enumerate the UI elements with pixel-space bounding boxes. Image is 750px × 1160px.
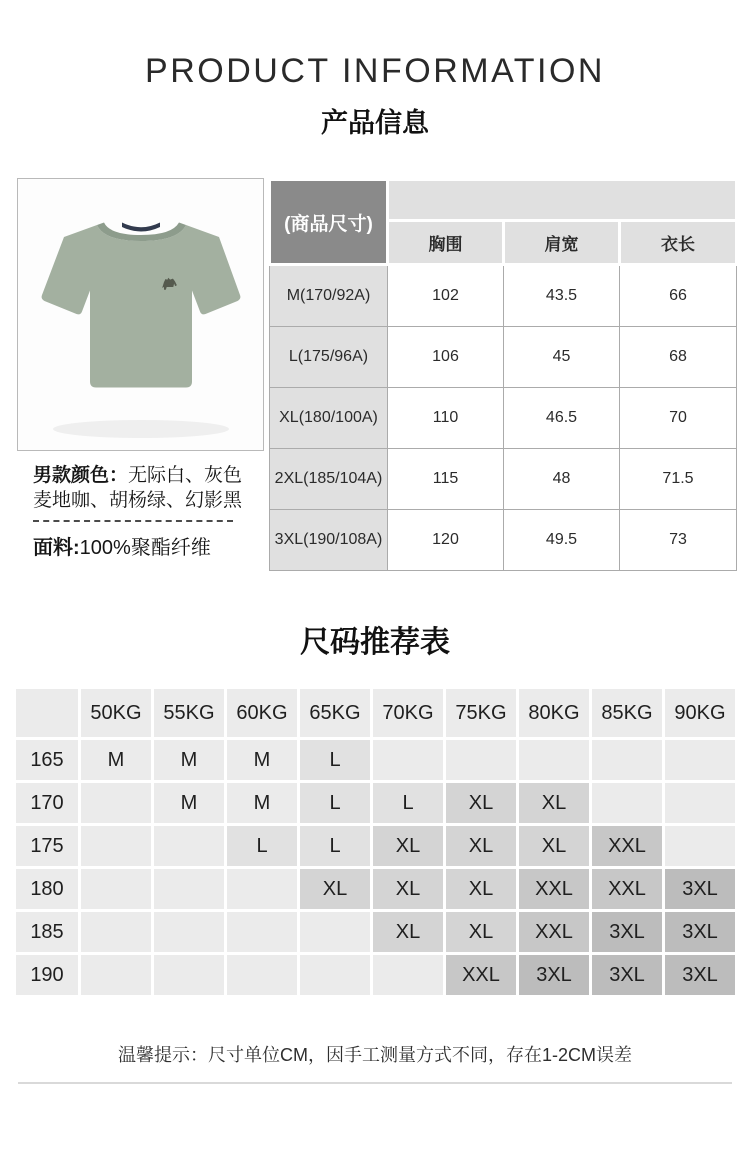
size-recommendation-cell: XXL — [519, 912, 589, 952]
weight-header-cell: 50KG — [81, 689, 151, 737]
measure-value-cell: 110 — [388, 388, 504, 449]
measure-value-cell: 102 — [388, 265, 504, 327]
empty-cell — [154, 869, 224, 909]
color-info-line1: 无际白、灰色 — [128, 465, 243, 486]
size-recommendation-cell: L — [300, 826, 370, 866]
size-label-cell: 2XL(185/104A) — [270, 449, 388, 510]
measure-header-cell: 胸围 — [388, 221, 504, 265]
empty-cell — [592, 783, 662, 823]
size-label-cell: M(170/92A) — [270, 265, 388, 327]
size-recommendation-cell: XL — [519, 826, 589, 866]
empty-cell — [227, 869, 297, 909]
height-label-cell: 175 — [16, 826, 78, 866]
fabric-info — [33, 531, 266, 560]
tshirt-body — [42, 225, 241, 388]
size-recommendation-cell: L — [373, 783, 443, 823]
empty-cell — [154, 955, 224, 995]
size-recommendation-cell: 3XL — [665, 912, 735, 952]
measure-header-cell: 衣长 — [620, 221, 737, 265]
size-table-row — [270, 449, 737, 510]
measure-value-cell: 45 — [504, 327, 620, 388]
size-recommendation-cell: M — [81, 740, 151, 780]
empty-cell — [154, 912, 224, 952]
fabric-text: 100%聚酯纤维 — [79, 537, 211, 559]
size-recommendation-cell: 3XL — [519, 955, 589, 995]
weight-header-cell: 65KG — [300, 689, 370, 737]
footer-note: 温馨提示：尺寸单位CM，因手工测量方式不同，存在1-2CM误差 — [118, 1045, 632, 1065]
empty-cell — [154, 826, 224, 866]
measure-value-cell: 106 — [388, 327, 504, 388]
color-info-line2: 麦地咖、胡杨绿、幻影黑 — [33, 490, 243, 511]
empty-cell — [665, 826, 735, 866]
size-recommendation-cell: XXL — [446, 955, 516, 995]
empty-cell — [665, 740, 735, 780]
size-recommendation-cell: XL — [446, 783, 516, 823]
size-recommendation-cell: XL — [373, 912, 443, 952]
measure-value-cell: 120 — [388, 510, 504, 571]
empty-cell — [592, 740, 662, 780]
size-recommendation-cell: L — [300, 783, 370, 823]
size-table-row — [270, 327, 737, 388]
size-recommendation-cell: XL — [373, 869, 443, 909]
tshirt-image — [18, 179, 263, 450]
size-recommendation-cell: 3XL — [592, 955, 662, 995]
measure-value-cell: 70 — [620, 388, 737, 449]
size-recommendation-cell: XL — [519, 783, 589, 823]
empty-cell — [300, 912, 370, 952]
size-recommendation-cell: XXL — [592, 826, 662, 866]
measure-value-cell: 49.5 — [504, 510, 620, 571]
bottom-divider — [18, 1082, 732, 1084]
height-label-cell: 185 — [16, 912, 78, 952]
height-label-cell: 190 — [16, 955, 78, 995]
size-table-row — [270, 510, 737, 571]
size-recommendation-cell: 3XL — [665, 955, 735, 995]
measure-value-cell: 68 — [620, 327, 737, 388]
measure-value-cell: 48 — [504, 449, 620, 510]
weight-header-cell: 55KG — [154, 689, 224, 737]
color-info — [33, 463, 243, 513]
weight-header-cell: 90KG — [665, 689, 735, 737]
empty-cell — [81, 783, 151, 823]
size-label-cell: XL(180/100A) — [270, 388, 388, 449]
measure-value-cell: 43.5 — [504, 265, 620, 327]
empty-cell — [227, 912, 297, 952]
size-table-band-cell — [388, 180, 737, 221]
measure-value-cell: 66 — [620, 265, 737, 327]
weight-header-cell: 60KG — [227, 689, 297, 737]
size-recommendation-cell: L — [300, 740, 370, 780]
empty-cell — [227, 955, 297, 995]
size-recommendation-cell: XXL — [592, 869, 662, 909]
size-recommendation-cell: M — [154, 783, 224, 823]
size-recommendation-cell: 3XL — [665, 869, 735, 909]
size-recommendation-cell: 3XL — [592, 912, 662, 952]
empty-cell — [519, 740, 589, 780]
size-recommendation-cell: M — [227, 783, 297, 823]
empty-cell — [300, 955, 370, 995]
page-title: PRODUCT INFORMATION — [145, 52, 605, 90]
weight-header-cell: 75KG — [446, 689, 516, 737]
empty-cell — [373, 740, 443, 780]
fabric-label: 面料: — [33, 537, 80, 559]
empty-cell — [81, 869, 151, 909]
weight-header-cell: 80KG — [519, 689, 589, 737]
size-recommendation-cell: XL — [446, 912, 516, 952]
empty-cell — [665, 783, 735, 823]
size-recommendation-cell: XL — [373, 826, 443, 866]
measure-value-cell: 46.5 — [504, 388, 620, 449]
measure-value-cell: 73 — [620, 510, 737, 571]
dashed-divider — [33, 520, 233, 522]
matrix-corner-cell — [16, 689, 78, 737]
size-recommendation-cell: XXL — [519, 869, 589, 909]
empty-cell — [81, 826, 151, 866]
weight-header-cell: 85KG — [592, 689, 662, 737]
height-label-cell: 180 — [16, 869, 78, 909]
height-label-cell: 165 — [16, 740, 78, 780]
tshirt-inner-label — [122, 223, 160, 232]
product-section — [17, 178, 735, 571]
color-info-label: 男款颜色： — [33, 465, 129, 486]
size-table-row — [270, 388, 737, 449]
recommendation-grid — [16, 689, 735, 995]
recommendation-title: 尺码推荐表 — [300, 626, 450, 659]
size-label-cell: L(175/96A) — [270, 327, 388, 388]
size-recommendation-cell: L — [227, 826, 297, 866]
weight-header-cell: 70KG — [373, 689, 443, 737]
height-label-cell: 170 — [16, 783, 78, 823]
page-title-zh: 产品信息 — [321, 108, 429, 138]
measure-value-cell: 115 — [388, 449, 504, 510]
product-left-column — [17, 178, 266, 571]
empty-cell — [446, 740, 516, 780]
empty-cell — [373, 955, 443, 995]
product-photo — [17, 178, 264, 451]
size-table-corner-cell: (商品尺寸) — [270, 180, 388, 265]
size-label-cell: 3XL(190/108A) — [270, 510, 388, 571]
size-recommendation-cell: M — [227, 740, 297, 780]
measure-value-cell: 71.5 — [620, 449, 737, 510]
empty-cell — [81, 955, 151, 995]
size-recommendation-cell: XL — [300, 869, 370, 909]
measure-header-cell: 肩宽 — [504, 221, 620, 265]
empty-cell — [81, 912, 151, 952]
size-recommendation-cell: XL — [446, 869, 516, 909]
size-recommendation-cell: XL — [446, 826, 516, 866]
size-table — [268, 178, 738, 571]
size-table-row — [270, 265, 737, 327]
size-recommendation-cell: M — [154, 740, 224, 780]
size-table-band-row — [270, 180, 737, 221]
